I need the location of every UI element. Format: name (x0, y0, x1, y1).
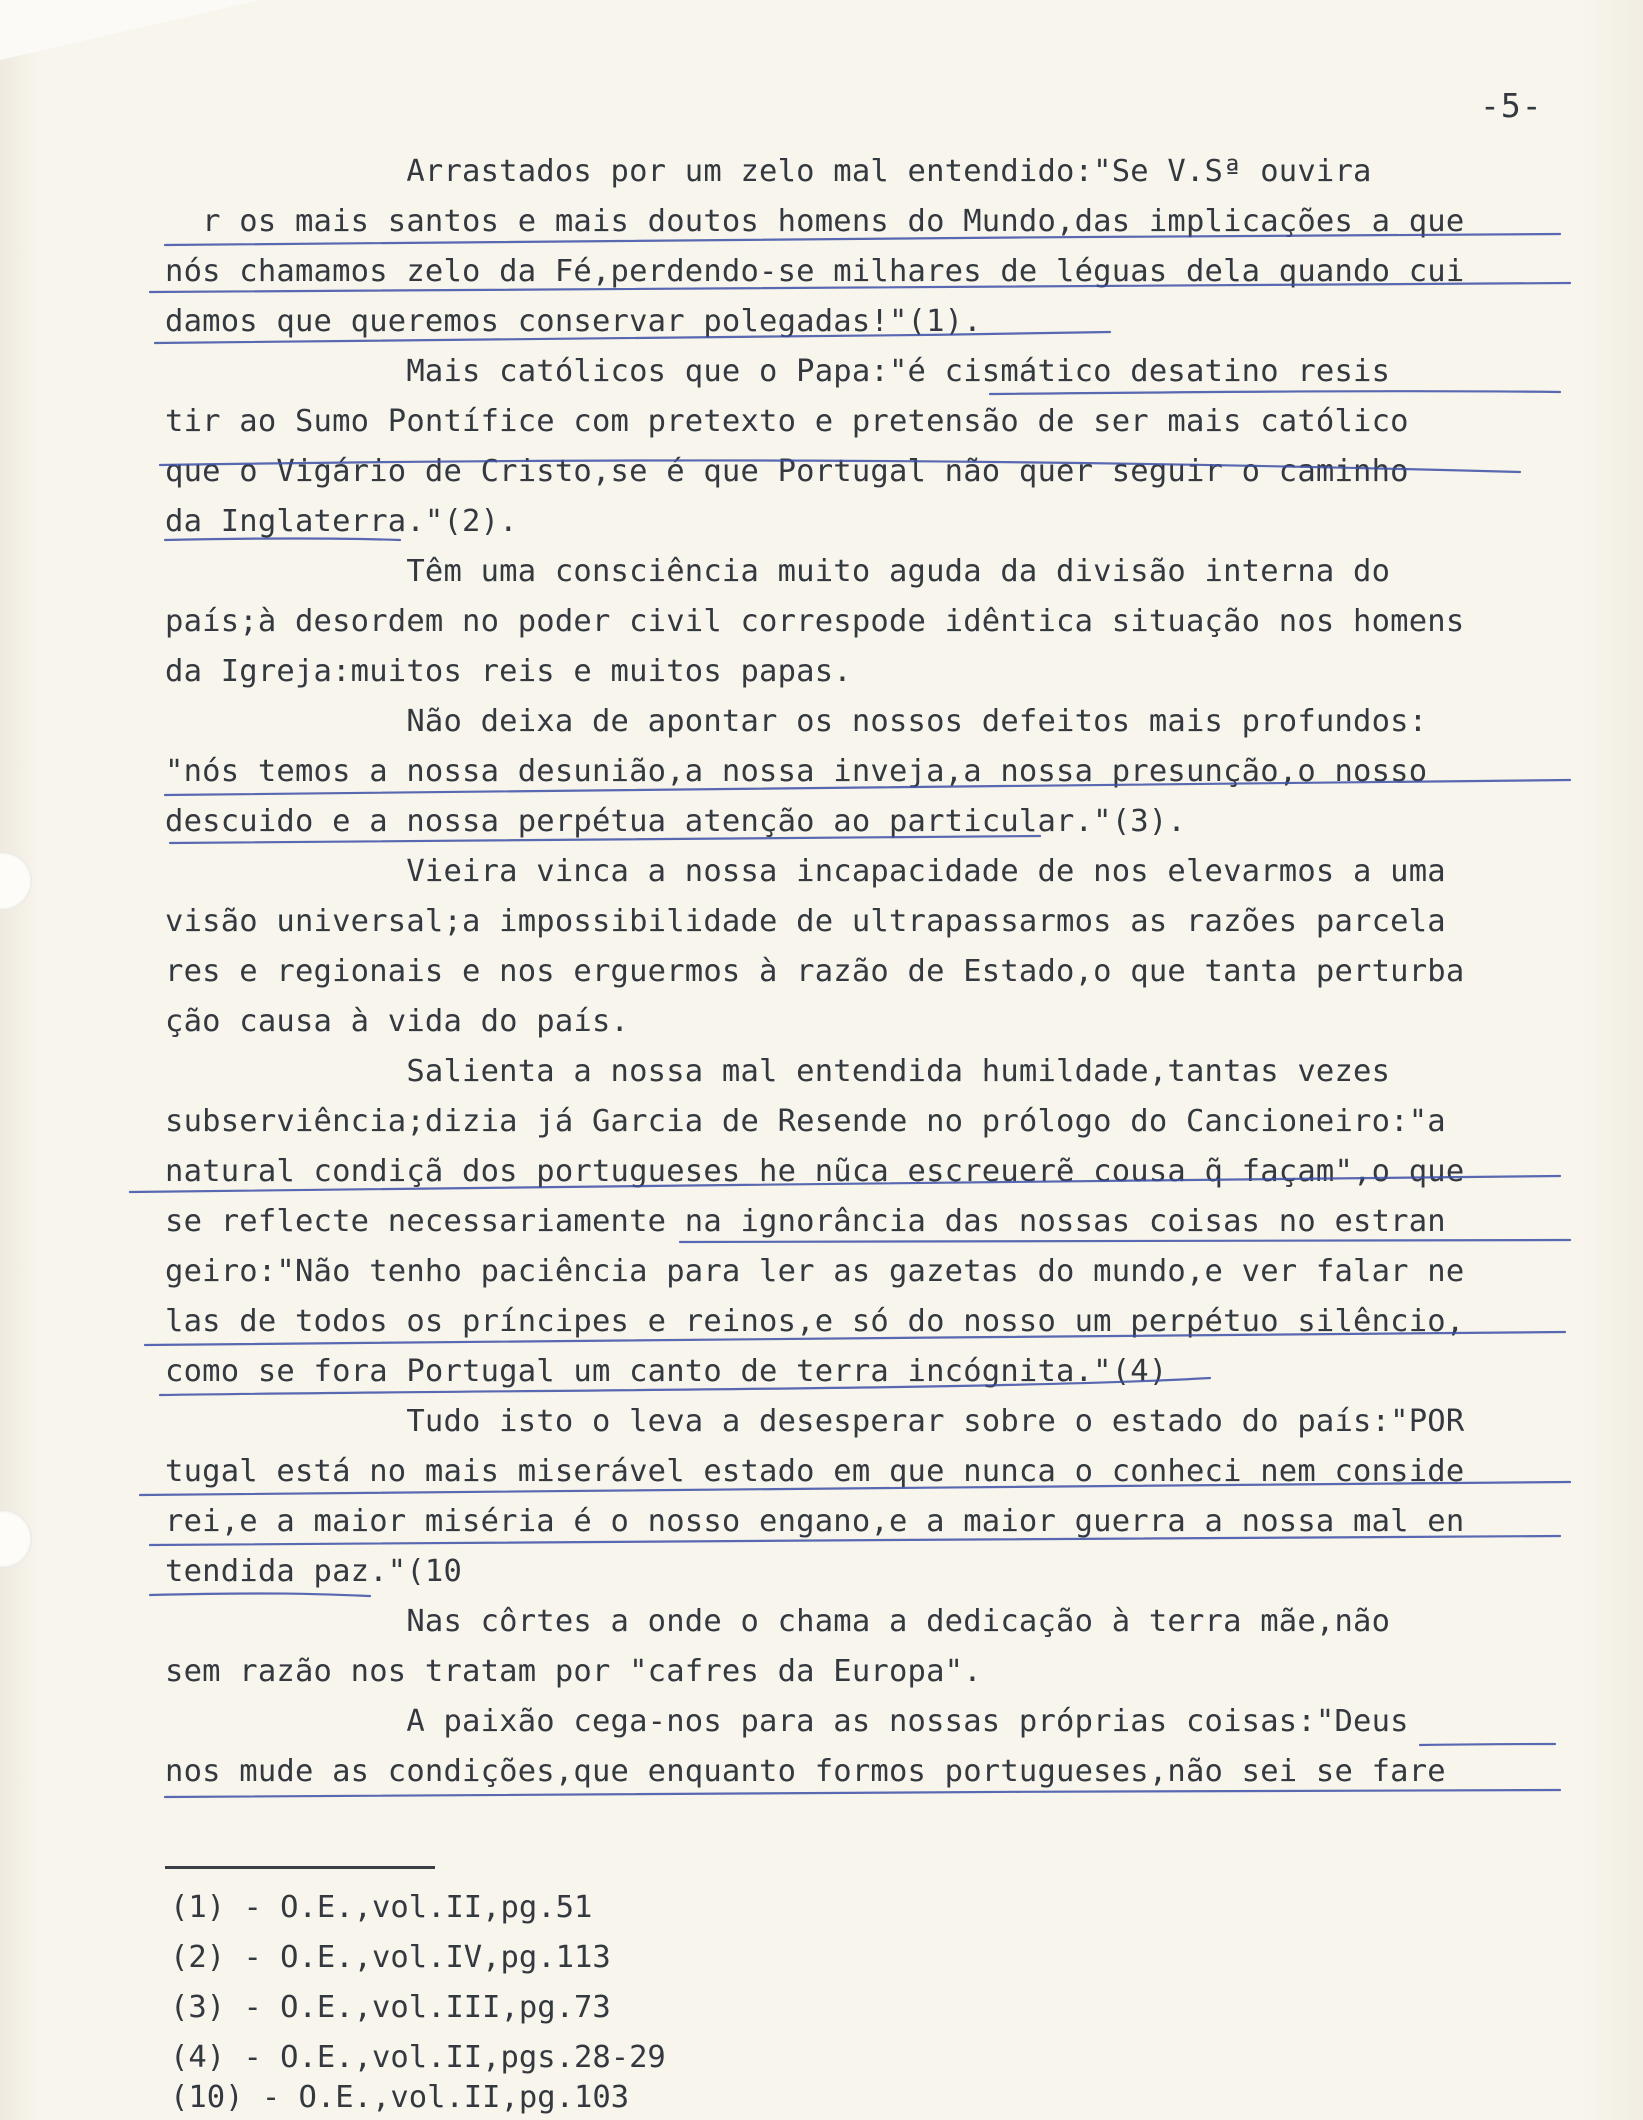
footnote-separator (165, 1866, 435, 1869)
footnote: (10) - O.E.,vol.II,pg.103 (170, 2080, 630, 2115)
text-line: nos mude as condições,que enquanto formos portugueses,não sei se fare (165, 1754, 1446, 1789)
text-line: r os mais santos e mais doutos homens do Mundo,das implicações a que (165, 204, 1465, 239)
text-line: ção causa à vida do país. (165, 1004, 630, 1039)
text-line: país;à desordem no poder civil correspode idêntica situação nos homens (165, 604, 1465, 639)
text-line: subserviência;dizia já Garcia de Resende no prólogo do Cancioneiro:"a (165, 1104, 1446, 1139)
pen-underline (150, 1593, 370, 1596)
text-line: Têm uma consciência muito aguda da divisão interna do (165, 554, 1391, 589)
text-line: tendida paz."(10 (165, 1554, 463, 1589)
text-line: que o Vigário de Cristo,se é que Portugal não quer seguir o caminho (165, 454, 1409, 489)
text-line: tir ao Sumo Pontífice com pretexto e pretensão de ser mais católico (165, 404, 1409, 439)
text-line: Vieira vinca a nossa incapacidade de nos elevarmos a uma (165, 854, 1446, 889)
folded-corner (0, 0, 260, 60)
text-line: Nas côrtes a onde o chama a dedicação à terra mãe,não (165, 1604, 1391, 1639)
text-line: nós chamamos zelo da Fé,perdendo-se milhares de léguas dela quando cui (165, 254, 1465, 289)
text-line: Não deixa de apontar os nossos defeitos mais profundos: (165, 704, 1428, 739)
footnote: (4) - O.E.,vol.II,pgs.28-29 (170, 2040, 666, 2075)
pen-underline (1420, 1744, 1555, 1745)
text-line: se reflecte necessariamente na ignorância das nossas coisas no estran (165, 1204, 1446, 1239)
text-line: natural condiçã dos portugueses he nũca escreuerẽ cousa q̃ façam",o que (165, 1154, 1465, 1189)
footnote: (2) - O.E.,vol.IV,pg.113 (170, 1940, 611, 1975)
text-line: res e regionais e nos erguermos à razão de Estado,o que tanta perturba (165, 954, 1465, 989)
punch-hole-lower (0, 1510, 32, 1568)
text-line: como se fora Portugal um canto de terra incógnita."(4) (165, 1354, 1168, 1389)
text-line: visão universal;a impossibilidade de ultrapassarmos as razões parcela (165, 904, 1446, 939)
footnote: (1) - O.E.,vol.II,pg.51 (170, 1890, 593, 1925)
punch-hole-upper (0, 852, 32, 910)
page-number: -5- (1480, 86, 1543, 125)
footnote: (3) - O.E.,vol.III,pg.73 (170, 1990, 611, 2025)
text-line: damos que queremos conservar polegadas!"(1). (165, 304, 982, 339)
text-line: "nós temos a nossa desunião,a nossa inveja,a nossa presunção,o nosso (165, 754, 1428, 789)
text-line: da Igreja:muitos reis e muitos papas. (165, 654, 852, 689)
text-line: descuido e a nossa perpétua atenção ao particular."(3). (165, 804, 1186, 839)
text-line: Tudo isto o leva a desesperar sobre o estado do país:"POR (165, 1404, 1465, 1439)
text-line: sem razão nos tratam por "cafres da Europa". (165, 1654, 982, 1689)
text-line: tugal está no mais miserável estado em que nunca o conheci nem conside (165, 1454, 1465, 1489)
text-line: las de todos os príncipes e reinos,e só do nosso um perpétuo silêncio, (165, 1304, 1465, 1339)
text-line: geiro:"Não tenho paciência para ler as gazetas do mundo,e ver falar ne (165, 1254, 1465, 1289)
text-line: Mais católicos que o Papa:"é cismático desatino resis (165, 354, 1391, 389)
text-line: da Inglaterra."(2). (165, 504, 518, 539)
text-line: rei,e a maior miséria é o nosso engano,e a maior guerra a nossa mal en (165, 1504, 1465, 1539)
text-line: A paixão cega-nos para as nossas próprias coisas:"Deus (165, 1704, 1409, 1739)
text-line: Salienta a nossa mal entendida humildade,tantas vezes (165, 1054, 1391, 1089)
text-line: Arrastados por um zelo mal entendido:"Se V.Sª ouvira (165, 154, 1372, 189)
